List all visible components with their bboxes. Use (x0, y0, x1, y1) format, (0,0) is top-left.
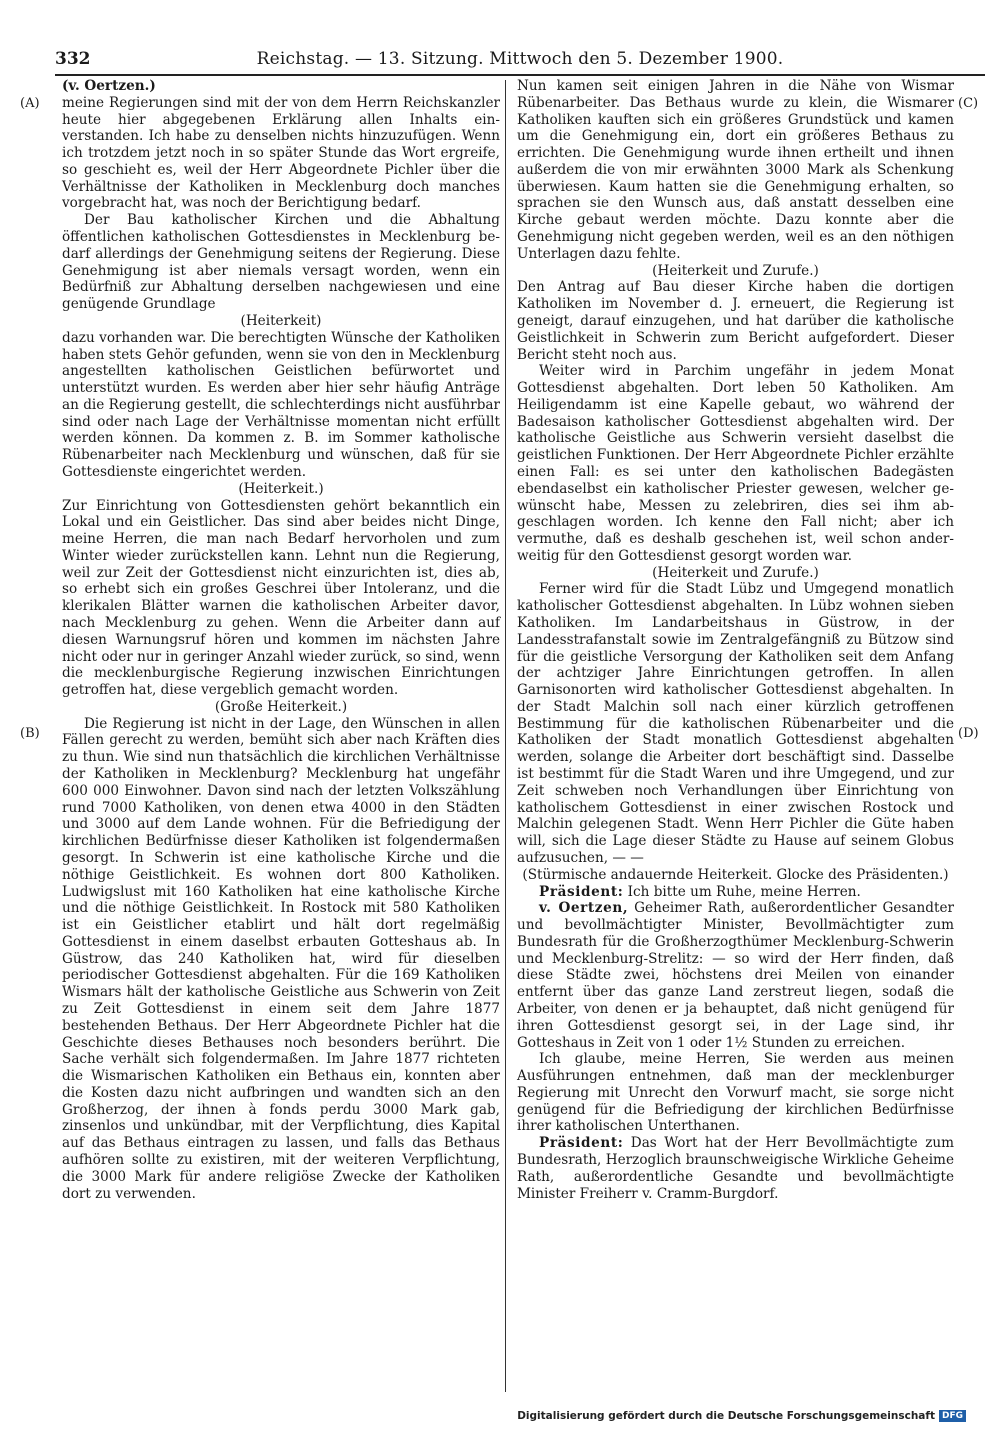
stage-direction: (Heiterkeit und Zurufe.) (652, 262, 819, 279)
paragraph: Der Bau katholischer Kirchen und die Abhaltung öffentlichen katholischen Gottesdienstes in Mecklenburg bedarf allerdings der Genehmigung seitens der Regierung. Diese Genehmigung ist aber niemals versagt worden, wenn ein Bedürfniß zur Abhaltung derselben nachgewiesen und eine genügende Grundlage (62, 212, 500, 313)
speaker-paragraph (517, 1135, 954, 1202)
column-divider (505, 80, 506, 1392)
left-column (62, 78, 500, 1202)
speaker-paragraph (517, 884, 954, 901)
stage-direction: (Stürmische andauernde Heiterkeit. Glocke des Präsidenten.) (522, 866, 949, 883)
paragraph: dazu vorhanden war. Die berechtigten Wünsche der Katholiken haben stets Gehör gefunden, wenn sie von den in Mecklenburg angestellten katholischen Geistlichen befürwortet und unterstützt wurden. Es werden aber hier sehr häufig Anträge an die Regierung gestellt, die schlechterdings nicht ausführbar sind oder nach Lage der Verhältnisse momentan nicht erfüllt werden können. Da kommen z. B. im Sommer katholische Rübenarbeiter nach Mecklenburg und wünschen, daß für sie Gottesdienste eingerichtet werden. (62, 329, 500, 480)
speaker-paragraph (517, 900, 954, 1051)
paragraph: Zur Einrichtung von Gottesdiensten gehört bekanntlich ein Lokal und ein Geistlicher. Das sind aber beides nicht Dinge, meine Herren, die man nach Bedarf hervorholen und zum Winter wieder zurückstellen kann. Lehnt nun die Regierung, weil zur Zeit der Gottesdienst nicht einzurichten ist, dies ab, so erhebt sich ein großes Geschrei über Intoleranz, und die klerikalen Blätter warnen die katholischen Arbeiter davor, nach Mecklenburg zu gehen. Wenn die Arbeiter dann auf diesen Warnungsruf hören und kommen im nächsten Jahre nicht oder nur in geringer Anzahl wieder zurück, so sind, wenn die mecklenburgische Regierung inzwischen Einrichtungen getroffen hat, diese vergeblich gemacht worden. (62, 497, 500, 699)
speaker-text: Ich bitte um Ruhe, meine Herren. (623, 883, 861, 900)
footer-credit (517, 1408, 966, 1424)
speaker-name: Präsident: (539, 883, 624, 900)
paragraph: meine Regierungen sind mit der von dem Herrn Reichskanzler heute hier abgegebenen Erklärung allen Inhalts einverstanden. Ich habe zu denselben nichts hinzuzufügen. Wenn ich trotzdem jetzt noch in so später Stunde das Wort ergreife, so geschieht es, weil der Herr Abgeordnete Pichler über die Verhältnisse der Katholiken in Mecklenburg doch manches vorgebracht hat, was noch der Berichtigung bedarf. (62, 94, 500, 212)
page-title: Reichstag. — 13. Sitzung. Mittwoch den 5. Dezember 1900. (256, 49, 784, 69)
speaker-name: v. Oertzen, (539, 900, 629, 917)
paragraph: Nun kamen seit einigen Jahren in die Nähe von Wismar Rübenarbeiter. Das Bethaus wurde zu klein, die Wismarer Katholiken kauften sich ein größeres Grundstück und kamen um die Genehmigung ein, dort ein größeres Bethaus zu errichten. Die Genehmigung wurde ihnen ertheilt und ihnen außerdem die von mir erwähnten 3000 Mark als Schenkung überwiesen. Kaum hatten sie die Genehmigung erhalten, so sprachen sie den Wunsch aus, daß anstatt desselben eine Kirche gebaut werden möchte. Dazu konnte aber die Genehmigung nicht gegeben werden, weil es an den nöthigen Unterlagen dazu fehlte. (517, 78, 954, 262)
paragraph: Weiter wird in Parchim ungefähr in jedem Monat Gottesdienst abgehalten. Dort leben 50 Katholiken. Am Heiligendamm ist eine Kapelle gebaut, wo während der Badesaison katholischer Gottesdienst abgehalten wird. Der katholische Geistliche aus Schwerin versieht daselbst die geistlichen Funktionen. Der Herr Abgeordnete Pichler erzählte einen Fall: es sei unter den katholischen Badegästen ebendaselbst ein katholischer Priester gewesen, welcher gewünscht habe, Messen zu zelebriren, dies sei ihm abgeschlagen worden. Ich kenne den Fall nicht; aber ich vermuthe, daß es deshalb geschehen ist, weil schon anderweitig für den Gottesdienst gesorgt worden war. (517, 363, 954, 564)
speaker-name: Präsident: (539, 1135, 624, 1152)
paragraph: Die Regierung ist nicht in der Lage, den Wünschen in allen Fällen gerecht zu werden, bemüht sich aber nach Kräften dies zu thun. Wie sind nun thatsächlich die kirchlichen Verhältnisse der Katholiken in Mecklenburg? Mecklenburg hat ungefähr 600 000 Einwohner. Davon sind nach der letzten Volkszählung rund 7000 Katholiken, von denen etwa 4000 in den Städten und 3000 auf dem Lande wohnen. Für die Befriedigung der kirchlichen Bedürfnisse dieser Katholiken ist folgendermaßen gesorgt. In Schwerin ist eine katholische Kirche und die nöthige Geistlichkeit. Es wohnen dort 800 Katholiken. Ludwigslust mit 160 Katholiken hat eine katholische Kirche und die nöthige Geistlichkeit. In Rostock mit 580 Katholiken ist ein Geistlicher etablirt und hält dort regelmäßig Gottesdienst in einem daselbst erbauten Gotteshaus ab. In Güstrow, das 240 Katholiken hat, wird für dieselben periodischer Gottesdienst abgehalten. Für die 169 Katholiken Wismars hält der katholische Geistliche aus Schwerin von Zeit zu Zeit Gottesdienst in einem seit dem Jahre 1877 bestehenden Bethaus. Der Herr Abgeordnete Pichler hat die Geschichte dieses Bethauses noch besonders berührt. Die Sache verhält sich folgendermaßen. Im Jahre 1877 richteten die Wismarischen Katholiken ein Bethaus ein, konnten aber die Kosten dazu nicht aufbringen und wandten sich an den Großherzog, der ihnen à fonds perdu 3000 Mark gab, zinsenlos und unkündbar, mit der Verpflichtung, dies Kapital auf das Bethaus eintragen zu lassen, und falls das Bethaus aufhören sollte zu existiren, mit der weiteren Verpflichtung, die 3000 Mark für andere religiöse Zwecke der Katholiken dort zu verwenden. (62, 715, 500, 1202)
stage-direction: (Heiterkeit und Zurufe.) (652, 564, 819, 581)
paragraph: Ich glaube, meine Herren, Sie werden aus meinen Ausführungen entnehmen, daß man der mecklenburger Regierung mit Unrecht den Vorwurf macht, sie sorge nicht genügend für die Befriedigung der kirchlichen Bedürfnisse ihrer katholischen Unterthanen. (517, 1051, 954, 1135)
header-rule (55, 74, 985, 76)
paragraph: Den Antrag auf Bau dieser Kirche haben die dortigen Katholiken im November d. J. erneuert, die Regierung ist geneigt, darauf einzugehen, und hat darüber die katholische Geistlichkeit in Schwerin zum Bericht aufgefordert. Dieser Bericht steht noch aus. (517, 279, 954, 363)
page-header (55, 47, 985, 71)
speaker-heading: (v. Oertzen.) (62, 78, 156, 94)
stage-direction: (Große Heiterkeit.) (214, 698, 348, 715)
page-number: 332 (55, 49, 91, 69)
margin-mark-a: (A) (20, 96, 40, 111)
stage-direction: (Heiterkeit.) (238, 480, 324, 497)
footer-text: Digitalisierung gefördert durch die Deutsche Forschungsgemeinschaft (517, 1410, 935, 1422)
dfg-logo-icon: DFG (939, 1410, 966, 1422)
margin-mark-d: (D) (958, 726, 979, 741)
paragraph: Ferner wird für die Stadt Lübz und Umgegend monatlich katholischer Gottesdienst abgehalten. In Lübz wohnen sieben Katholiken. Im Landarbeitshaus in Güstrow, in der Landesstrafanstalt sowie im Zentralgefängniß zu Bützow sind für die geistliche Versorgung der Katholiken seit dem Anfang der achtziger Jahre Einrichtungen getroffen. In allen Garnisonorten wird katholischer Gottesdienst abgehalten. In der Stadt Malchin soll nach einer kürzlich getroffenen Bestimmung für die katholischen Rübenarbeiter und die Katholiken der Stadt monatlich Gottesdienst abgehalten werden, solange die Arbeiter dort beschäftigt sind. Dasselbe ist bestimmt für die Stadt Waren und ihre Umgegend, und zur Zeit schweben noch Verhandlungen über Einrichtung von katholischem Gottesdienst in einer zwischen Rostock und Malchin gelegenen Stadt. Wenn Herr Pichler die Güte haben will, sich die Lage dieser Städte zu Hause auf seinem Globus aufzusuchen, — — (517, 581, 954, 866)
right-column (517, 78, 954, 1202)
speaker-text: Geheimer Rath, außerordentlicher Gesandter und bevollmächtigter Minister, Bevollmächtigter zum Bundesrath für die Großherzogthümer Mecklenburg-Schwerin und Mecklenburg-Strelitz: — so wird der Herr finden, daß diese Städte zwei, höchstens drei Meilen von einander entfernt über das ganze Land zerstreut liegen, sodaß die Arbeiter, von denen er ja behauptet, daß nicht genügend für ihren Gottesdienst gesorgt sei, in der Lage sind, ihr Gotteshaus in Zeit von 1 oder 1½ Stunden zu erreichen. (517, 900, 954, 1051)
stage-direction: (Heiterkeit) (240, 312, 322, 329)
speaker-text: Das Wort hat der Herr Bevollmächtigte zum Bundesrath, Herzoglich braunschweigische Wirkliche Geheime Rath, außerordentliche Gesandte und bevollmächtigte Minister Freiherr v. Cramm-Burgdorf. (517, 1135, 954, 1202)
margin-mark-b: (B) (20, 726, 40, 741)
margin-mark-c: (C) (958, 96, 979, 111)
